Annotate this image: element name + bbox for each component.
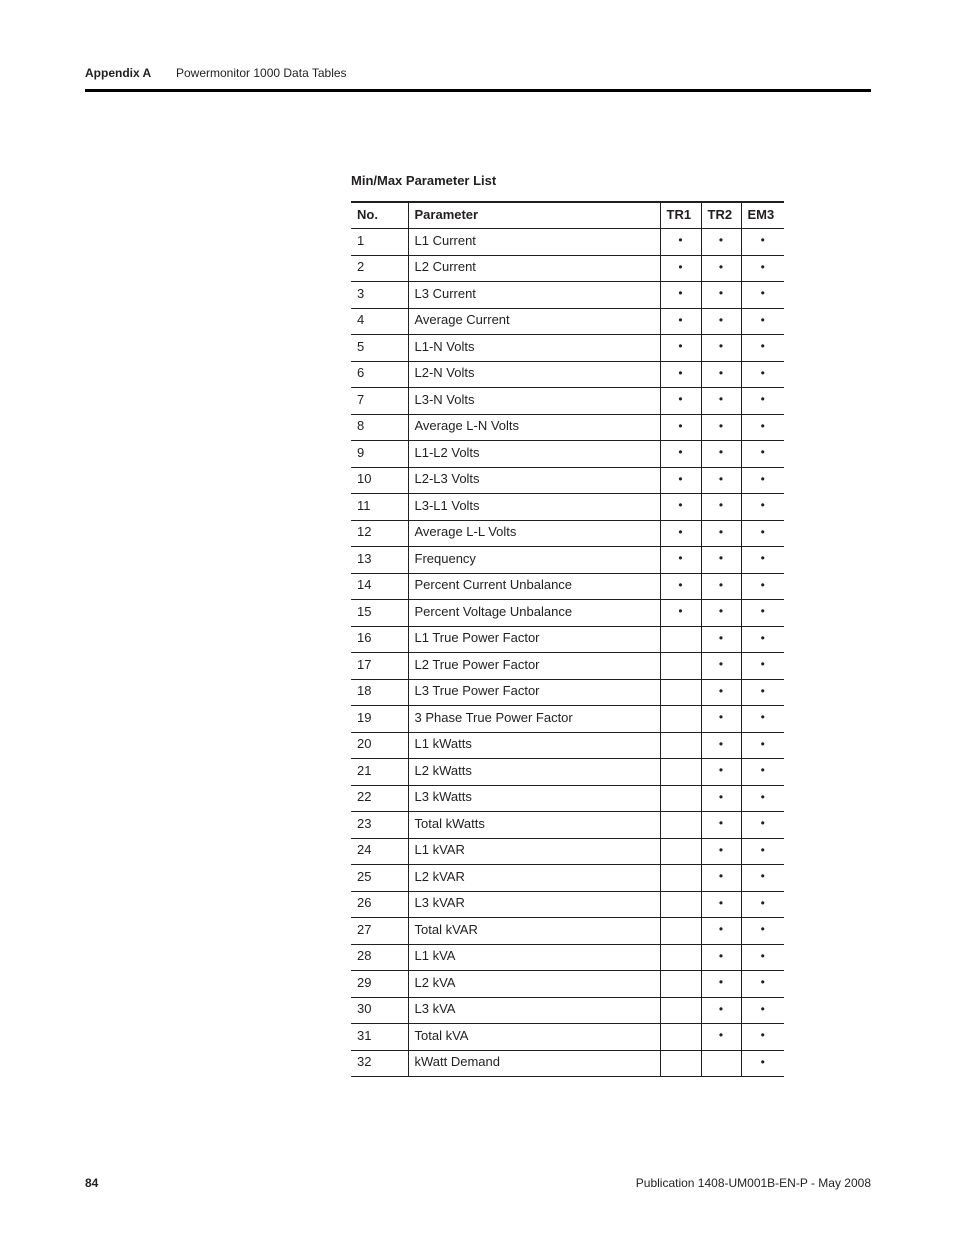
table-row — [351, 759, 784, 786]
table-row — [351, 388, 784, 415]
cell-em3: • — [741, 732, 784, 759]
cell-tr1 — [660, 1024, 701, 1051]
table-row — [351, 414, 784, 441]
cell-tr2: • — [701, 335, 741, 362]
cell-parameter: L1 kWatts — [408, 732, 660, 759]
cell-tr2: • — [701, 626, 741, 653]
cell-number: 14 — [351, 573, 408, 600]
cell-em3: • — [741, 520, 784, 547]
cell-number: 8 — [351, 414, 408, 441]
cell-tr1: • — [660, 494, 701, 521]
cell-parameter: L2 True Power Factor — [408, 653, 660, 680]
cell-parameter: Total kWatts — [408, 812, 660, 839]
cell-tr1 — [660, 944, 701, 971]
min-max-parameter-table — [351, 201, 784, 1077]
cell-parameter: L2-L3 Volts — [408, 467, 660, 494]
table-row — [351, 838, 784, 865]
cell-tr1 — [660, 891, 701, 918]
cell-tr1: • — [660, 308, 701, 335]
cell-em3: • — [741, 1024, 784, 1051]
table-row — [351, 520, 784, 547]
cell-parameter: L1-L2 Volts — [408, 441, 660, 468]
table-row — [351, 812, 784, 839]
cell-em3: • — [741, 679, 784, 706]
cell-tr1: • — [660, 520, 701, 547]
cell-number: 1 — [351, 229, 408, 256]
cell-tr2: • — [701, 414, 741, 441]
cell-number: 13 — [351, 547, 408, 574]
cell-tr1: • — [660, 282, 701, 309]
cell-parameter: L1 Current — [408, 229, 660, 256]
cell-tr1 — [660, 865, 701, 892]
cell-tr2: • — [701, 944, 741, 971]
running-header — [85, 66, 871, 92]
table-row — [351, 865, 784, 892]
cell-number: 32 — [351, 1050, 408, 1077]
table-row — [351, 626, 784, 653]
cell-em3: • — [741, 600, 784, 627]
cell-tr2: • — [701, 467, 741, 494]
table-row — [351, 573, 784, 600]
cell-parameter: Average Current — [408, 308, 660, 335]
cell-em3: • — [741, 388, 784, 415]
cell-em3: • — [741, 785, 784, 812]
cell-tr2 — [701, 1050, 741, 1077]
cell-parameter: L1 kVA — [408, 944, 660, 971]
cell-parameter: L2-N Volts — [408, 361, 660, 388]
cell-em3: • — [741, 308, 784, 335]
cell-number: 6 — [351, 361, 408, 388]
cell-tr2: • — [701, 918, 741, 945]
cell-tr1: • — [660, 388, 701, 415]
cell-tr2: • — [701, 573, 741, 600]
cell-tr2: • — [701, 494, 741, 521]
cell-tr2: • — [701, 679, 741, 706]
cell-em3: • — [741, 944, 784, 971]
table-row — [351, 785, 784, 812]
cell-number: 25 — [351, 865, 408, 892]
table-row — [351, 308, 784, 335]
section-title: Powermonitor 1000 Data Tables — [176, 66, 347, 80]
cell-number: 18 — [351, 679, 408, 706]
cell-tr1 — [660, 918, 701, 945]
cell-em3: • — [741, 441, 784, 468]
cell-tr2: • — [701, 971, 741, 998]
table-row — [351, 229, 784, 256]
cell-number: 24 — [351, 838, 408, 865]
cell-number: 30 — [351, 997, 408, 1024]
publication-info: Publication 1408-UM001B-EN-P - May 2008 — [635, 1176, 871, 1190]
table-row — [351, 441, 784, 468]
cell-tr1 — [660, 653, 701, 680]
cell-parameter: Percent Current Unbalance — [408, 573, 660, 600]
cell-parameter: Average L-N Volts — [408, 414, 660, 441]
cell-number: 31 — [351, 1024, 408, 1051]
cell-em3: • — [741, 414, 784, 441]
table-row — [351, 706, 784, 733]
table-row — [351, 944, 784, 971]
cell-tr1: • — [660, 573, 701, 600]
cell-parameter: L3-N Volts — [408, 388, 660, 415]
cell-parameter: kWatt Demand — [408, 1050, 660, 1077]
cell-parameter: L3-L1 Volts — [408, 494, 660, 521]
cell-parameter: Percent Voltage Unbalance — [408, 600, 660, 627]
cell-number: 21 — [351, 759, 408, 786]
table-row — [351, 600, 784, 627]
cell-tr1 — [660, 838, 701, 865]
cell-parameter: 3 Phase True Power Factor — [408, 706, 660, 733]
table-row — [351, 918, 784, 945]
cell-em3: • — [741, 335, 784, 362]
cell-number: 7 — [351, 388, 408, 415]
cell-em3: • — [741, 997, 784, 1024]
cell-number: 2 — [351, 255, 408, 282]
cell-number: 15 — [351, 600, 408, 627]
table-header-row — [351, 202, 784, 229]
cell-number: 4 — [351, 308, 408, 335]
cell-tr2: • — [701, 838, 741, 865]
cell-tr2: • — [701, 441, 741, 468]
cell-tr1 — [660, 997, 701, 1024]
cell-tr2: • — [701, 732, 741, 759]
table-row — [351, 361, 784, 388]
cell-parameter: L1 True Power Factor — [408, 626, 660, 653]
cell-tr1: • — [660, 414, 701, 441]
cell-tr2: • — [701, 1024, 741, 1051]
cell-parameter: L3 kWatts — [408, 785, 660, 812]
table-row — [351, 653, 784, 680]
cell-number: 5 — [351, 335, 408, 362]
cell-em3: • — [741, 282, 784, 309]
cell-em3: • — [741, 838, 784, 865]
table-row — [351, 679, 784, 706]
cell-em3: • — [741, 494, 784, 521]
cell-tr2: • — [701, 891, 741, 918]
cell-tr1 — [660, 679, 701, 706]
cell-parameter: Frequency — [408, 547, 660, 574]
cell-tr2: • — [701, 282, 741, 309]
page-number: 84 — [85, 1176, 99, 1190]
cell-number: 9 — [351, 441, 408, 468]
cell-tr1 — [660, 971, 701, 998]
cell-tr2: • — [701, 759, 741, 786]
cell-number: 11 — [351, 494, 408, 521]
header-rule — [85, 89, 871, 92]
cell-parameter: Average L-L Volts — [408, 520, 660, 547]
cell-number: 10 — [351, 467, 408, 494]
table-row — [351, 255, 784, 282]
cell-number: 26 — [351, 891, 408, 918]
cell-em3: • — [741, 812, 784, 839]
table-row — [351, 732, 784, 759]
table-row — [351, 997, 784, 1024]
cell-parameter: L2 Current — [408, 255, 660, 282]
cell-tr1 — [660, 1050, 701, 1077]
cell-em3: • — [741, 229, 784, 256]
cell-number: 19 — [351, 706, 408, 733]
cell-tr1 — [660, 785, 701, 812]
cell-tr2: • — [701, 653, 741, 680]
cell-em3: • — [741, 759, 784, 786]
cell-parameter: L3 kVAR — [408, 891, 660, 918]
table-row — [351, 971, 784, 998]
column-header-no: No. — [351, 202, 408, 229]
cell-tr1 — [660, 706, 701, 733]
cell-parameter: L2 kVA — [408, 971, 660, 998]
cell-em3: • — [741, 891, 784, 918]
cell-tr1: • — [660, 441, 701, 468]
appendix-label: Appendix A — [85, 66, 152, 80]
cell-parameter: L3 kVA — [408, 997, 660, 1024]
cell-em3: • — [741, 1050, 784, 1077]
cell-parameter: L2 kWatts — [408, 759, 660, 786]
cell-tr1: • — [660, 361, 701, 388]
cell-number: 17 — [351, 653, 408, 680]
cell-number: 29 — [351, 971, 408, 998]
cell-em3: • — [741, 361, 784, 388]
cell-tr2: • — [701, 229, 741, 256]
cell-tr1: • — [660, 600, 701, 627]
column-header-tr2: TR2 — [701, 202, 741, 229]
cell-tr1 — [660, 732, 701, 759]
cell-number: 22 — [351, 785, 408, 812]
cell-tr1: • — [660, 467, 701, 494]
cell-parameter: Total kVA — [408, 1024, 660, 1051]
cell-em3: • — [741, 865, 784, 892]
column-header-tr1: TR1 — [660, 202, 701, 229]
cell-number: 3 — [351, 282, 408, 309]
table-row — [351, 547, 784, 574]
cell-parameter: L2 kVAR — [408, 865, 660, 892]
cell-tr1 — [660, 812, 701, 839]
cell-tr2: • — [701, 520, 741, 547]
cell-tr2: • — [701, 600, 741, 627]
cell-tr2: • — [701, 547, 741, 574]
cell-tr2: • — [701, 706, 741, 733]
cell-tr2: • — [701, 308, 741, 335]
cell-number: 28 — [351, 944, 408, 971]
cell-em3: • — [741, 706, 784, 733]
cell-number: 20 — [351, 732, 408, 759]
cell-parameter: L3 Current — [408, 282, 660, 309]
cell-em3: • — [741, 255, 784, 282]
cell-tr2: • — [701, 255, 741, 282]
cell-em3: • — [741, 547, 784, 574]
cell-number: 27 — [351, 918, 408, 945]
cell-em3: • — [741, 971, 784, 998]
cell-number: 16 — [351, 626, 408, 653]
table-row — [351, 467, 784, 494]
cell-parameter: Total kVAR — [408, 918, 660, 945]
cell-em3: • — [741, 626, 784, 653]
cell-tr2: • — [701, 997, 741, 1024]
cell-tr1: • — [660, 229, 701, 256]
cell-tr1: • — [660, 335, 701, 362]
column-header-em3: EM3 — [741, 202, 784, 229]
table-row — [351, 891, 784, 918]
cell-tr2: • — [701, 361, 741, 388]
cell-number: 12 — [351, 520, 408, 547]
table-row — [351, 282, 784, 309]
cell-number: 23 — [351, 812, 408, 839]
table-body — [351, 229, 784, 1077]
cell-tr2: • — [701, 812, 741, 839]
cell-tr1: • — [660, 547, 701, 574]
cell-em3: • — [741, 918, 784, 945]
cell-tr2: • — [701, 388, 741, 415]
cell-em3: • — [741, 467, 784, 494]
cell-tr2: • — [701, 865, 741, 892]
cell-em3: • — [741, 573, 784, 600]
cell-em3: • — [741, 653, 784, 680]
cell-parameter: L3 True Power Factor — [408, 679, 660, 706]
table-row — [351, 335, 784, 362]
cell-tr1: • — [660, 255, 701, 282]
table-row — [351, 1050, 784, 1077]
cell-tr1 — [660, 759, 701, 786]
table-title: Min/Max Parameter List — [351, 173, 497, 188]
cell-parameter: L1-N Volts — [408, 335, 660, 362]
table-row — [351, 1024, 784, 1051]
cell-tr1 — [660, 626, 701, 653]
cell-tr2: • — [701, 785, 741, 812]
column-header-parameter: Parameter — [408, 202, 660, 229]
table-row — [351, 494, 784, 521]
cell-parameter: L1 kVAR — [408, 838, 660, 865]
